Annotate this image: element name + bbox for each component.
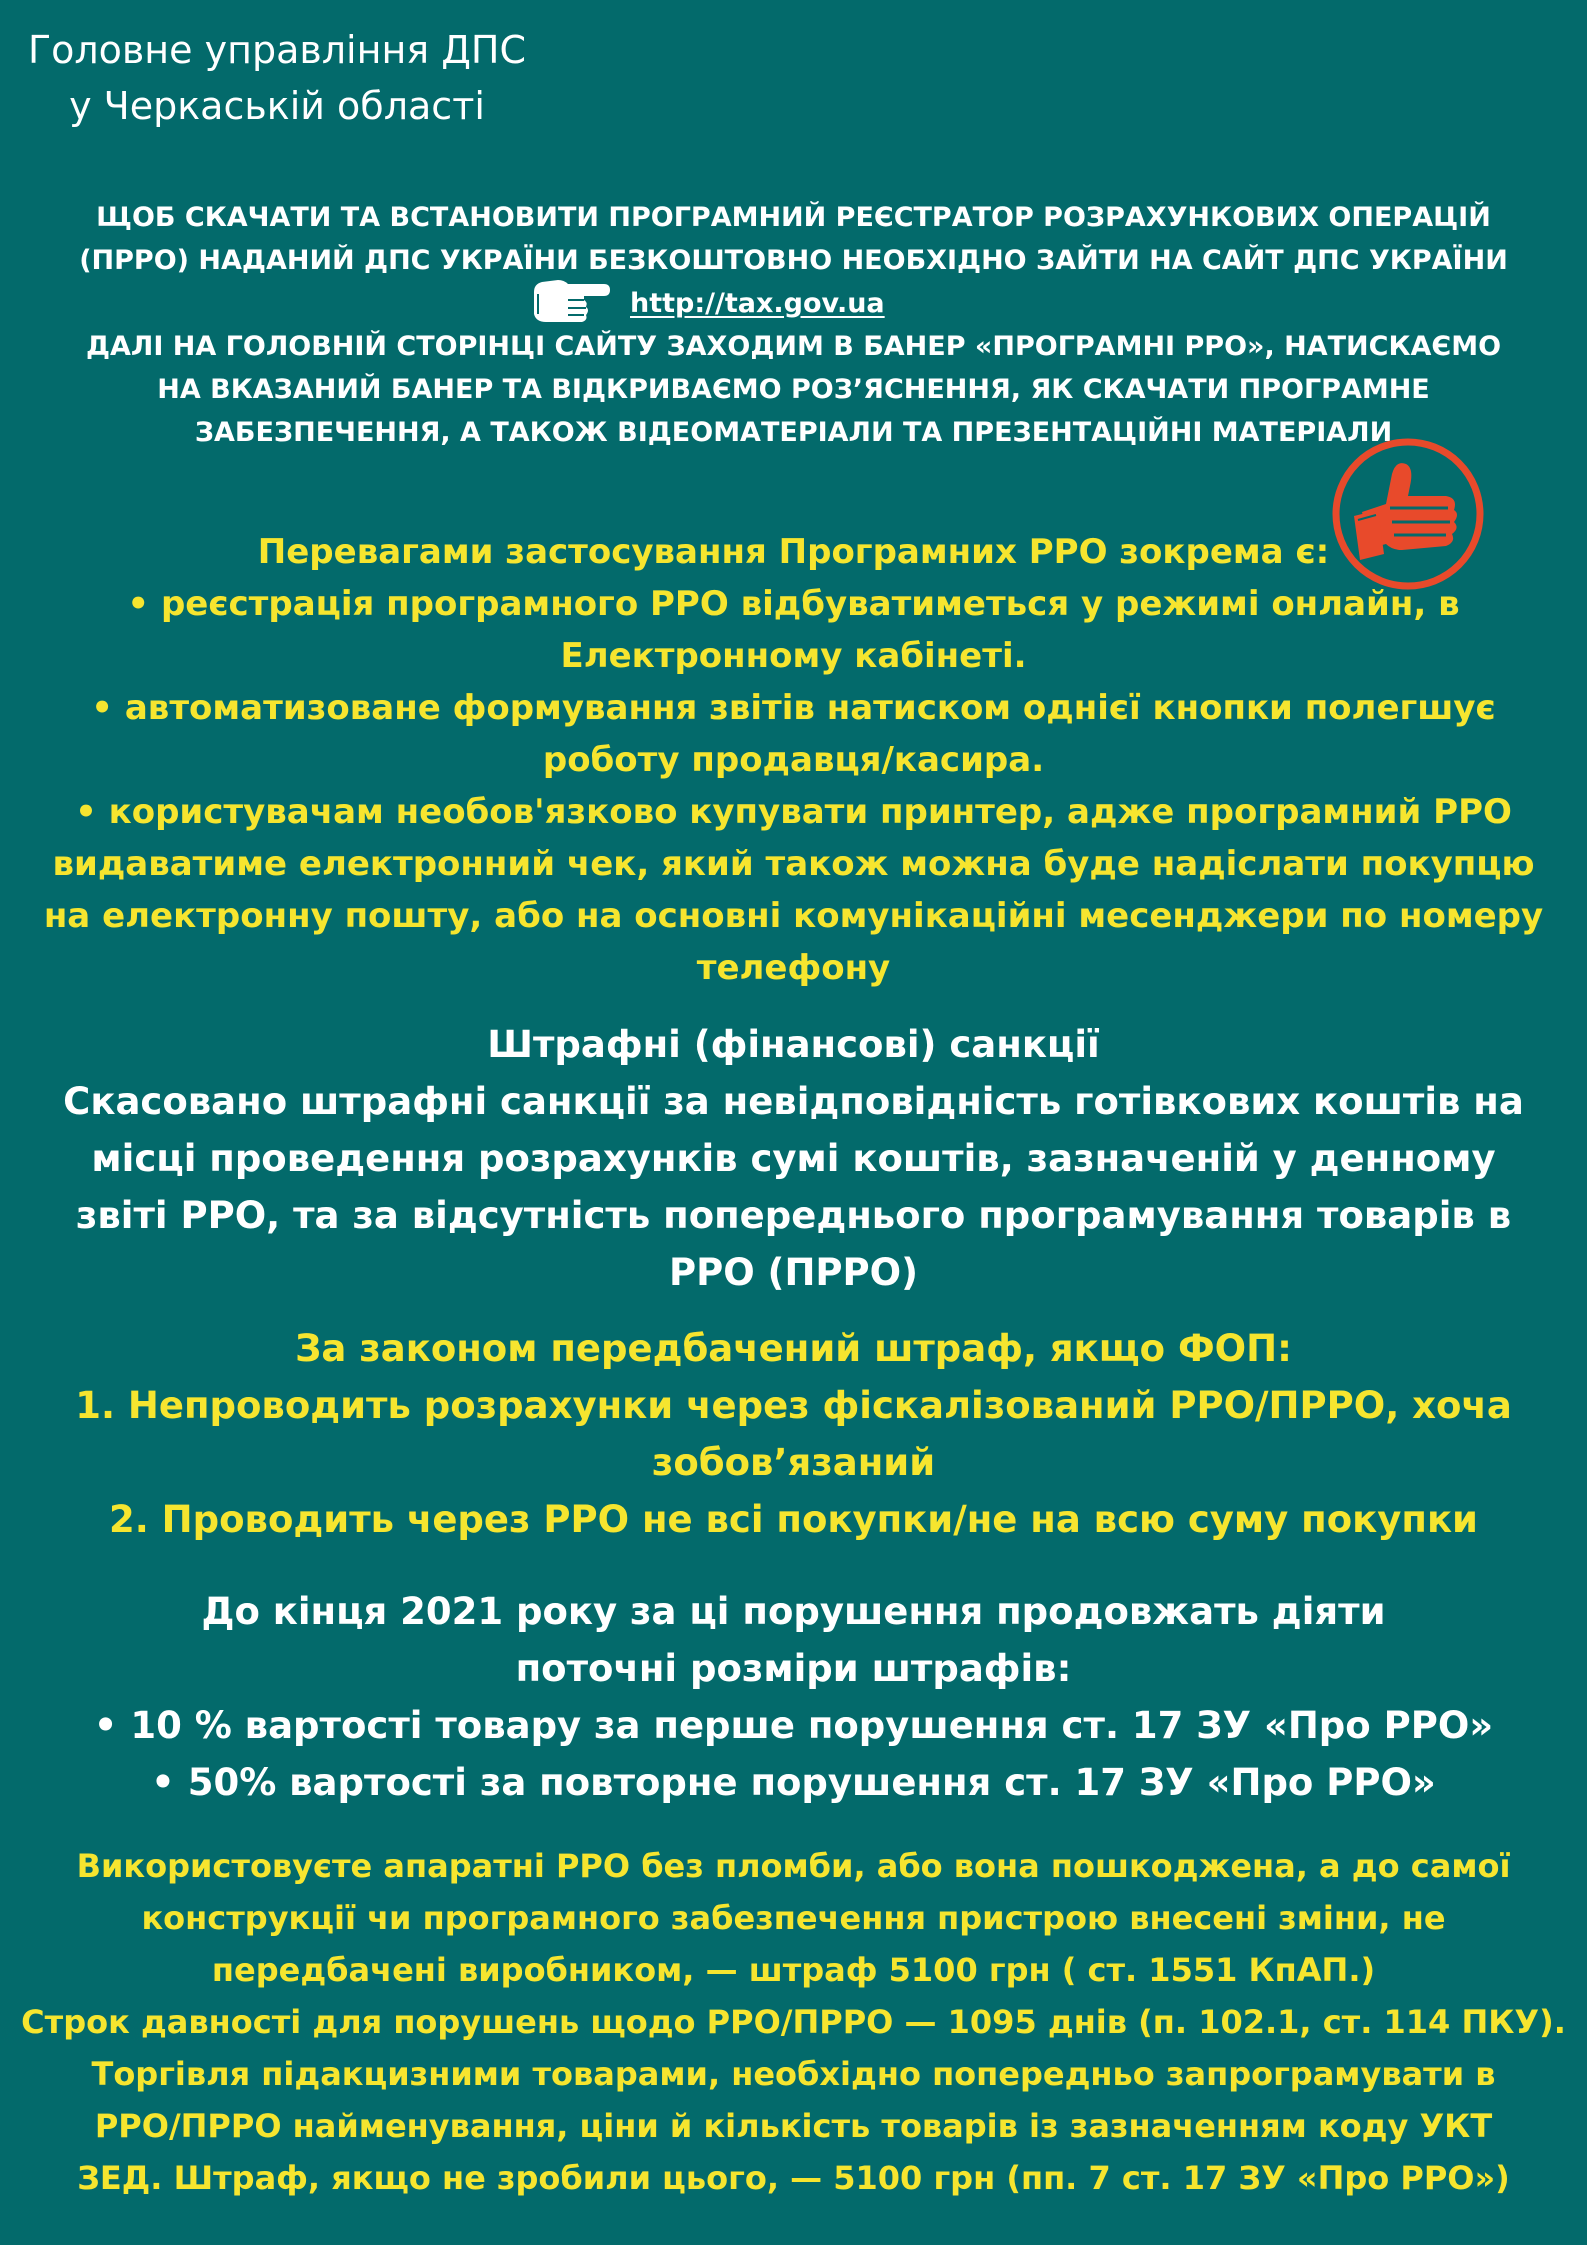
fines-line: РРО (ПРРО): [668, 1251, 919, 1294]
misc-line: конструкції чи програмного забезпечення пристрою внесені зміни, не: [141, 1899, 1446, 1937]
organization-name: [12, 22, 542, 134]
fines-heading: Штрафні (фінансові) санкції: [487, 1023, 1100, 1066]
org-name-line-2: у Черкаській області: [69, 84, 485, 128]
until-line: • 50% вартості за повторне порушення ст. 17 ЗУ «Про РРО»: [151, 1761, 1436, 1804]
tax-site-link[interactable]: http://tax.gov.ua: [630, 288, 885, 319]
intro-line-4: ДАЛІ НА ГОЛОВНІЙ СТОРІНЦІ САЙТУ ЗАХОДИМ В БАНЕР «ПРОГРАМНІ РРО», НАТИСКАЄМО: [85, 331, 1502, 362]
law-line: 1. Непроводить розрахунки через фіскалізований РРО/ПРРО, хоча: [75, 1384, 1512, 1427]
fines-section: [0, 1016, 1587, 1301]
intro-line-5: НА ВКАЗАНИЙ БАНЕР ТА ВІДКРИВАЄМО РОЗ’ЯСНЕННЯ, ЯК СКАЧАТИ ПРОГРАМНЕ: [157, 374, 1430, 405]
intro-line-1: ЩОБ СКАЧАТИ ТА ВСТАНОВИТИ ПРОГРАМНИЙ РЕЄСТРАТОР РОЗРАХУНКОВИХ ОПЕРАЦІЙ: [96, 202, 1491, 233]
until-line: • 10 % вартості товару за перше порушення ст. 17 ЗУ «Про РРО»: [93, 1704, 1494, 1747]
intro-url-line: [0, 282, 1587, 325]
until-line: поточні розміри штрафів:: [515, 1647, 1072, 1690]
download-instructions: [0, 196, 1587, 454]
fines-line: звіті РРО, та за відсутність попереднього програмування товарів в: [75, 1194, 1512, 1237]
advantages-line: • автоматизоване формування звітів натиском однієї кнопки полегшує: [91, 688, 1496, 728]
misc-line: передбачені виробником, — штраф 5100 грн ( ст. 1551 КпАП.): [211, 1951, 1376, 1989]
pointing-hand-icon: [528, 270, 610, 326]
misc-line: ЗЕД. Штраф, якщо не зробили цього, — 5100 грн (пп. 7 ст. 17 ЗУ «Про РРО»): [77, 2159, 1510, 2197]
advantages-line: Електронному кабінеті.: [560, 636, 1027, 676]
law-line: зобов’язаний: [651, 1441, 936, 1484]
current-fines-section: [0, 1583, 1587, 1811]
misc-line: Торгівля підакцизними товарами, необхідно попередньо запрограмувати в: [91, 2055, 1496, 2093]
advantages-line: • користувачам необов'язково купувати принтер, адже програмний РРО: [75, 792, 1512, 832]
other-penalties-section: [0, 1840, 1587, 2204]
advantages-line: на електронну пошту, або на основні комунікаційні месенджери по номеру: [43, 896, 1544, 936]
misc-line: Використовуєте апаратні РРО без пломби, або вона пошкоджена, а до самої: [76, 1847, 1511, 1885]
misc-line: РРО/ПРРО найменування, ціни й кількість товарів із зазначенням коду УКТ: [94, 2107, 1493, 2145]
fines-line: Скасовано штрафні санкції за невідповідність готівкових коштів на: [63, 1080, 1524, 1123]
intro-line-6: ЗАБЕЗПЕЧЕННЯ, А ТАКОЖ ВІДЕОМАТЕРІАЛИ ТА ПРЕЗЕНТАЦІЙНІ МАТЕРІАЛИ: [194, 417, 1393, 448]
advantages-line: роботу продавця/касира.: [542, 740, 1045, 780]
fines-line: місці проведення розрахунків сумі коштів, зазначеній у денному: [91, 1137, 1496, 1180]
advantages-section: [0, 526, 1587, 994]
org-name-line-1: Головне управління ДПС: [27, 28, 527, 72]
advantages-line: телефону: [696, 948, 891, 988]
advantages-line: видаватиме електронний чек, який також можна буде надіслати покупцю: [52, 844, 1535, 884]
misc-line: Строк давності для порушень щодо РРО/ПРРО — 1095 днів (п. 102.1, ст. 114 ПКУ).: [21, 2003, 1566, 2041]
advantages-heading: Перевагами застосування Програмних РРО зокрема є:: [257, 532, 1330, 572]
intro-line-2: (ПРРО) НАДАНИЙ ДПС УКРАЇНИ БЕЗКОШТОВНО НЕОБХІДНО ЗАЙТИ НА САЙТ ДПС УКРАЇНИ: [79, 245, 1508, 276]
until-heading: До кінця 2021 року за ці порушення продовжать діяти: [201, 1590, 1386, 1633]
advantages-line: • реєстрація програмного РРО відбуватиметься у режимі онлайн, в: [127, 584, 1460, 624]
law-penalty-section: [0, 1320, 1587, 1548]
law-line: 2. Проводить через РРО не всі покупки/не на всю суму покупки: [109, 1498, 1478, 1541]
law-heading: За законом передбачений штраф, якщо ФОП:: [295, 1327, 1292, 1370]
